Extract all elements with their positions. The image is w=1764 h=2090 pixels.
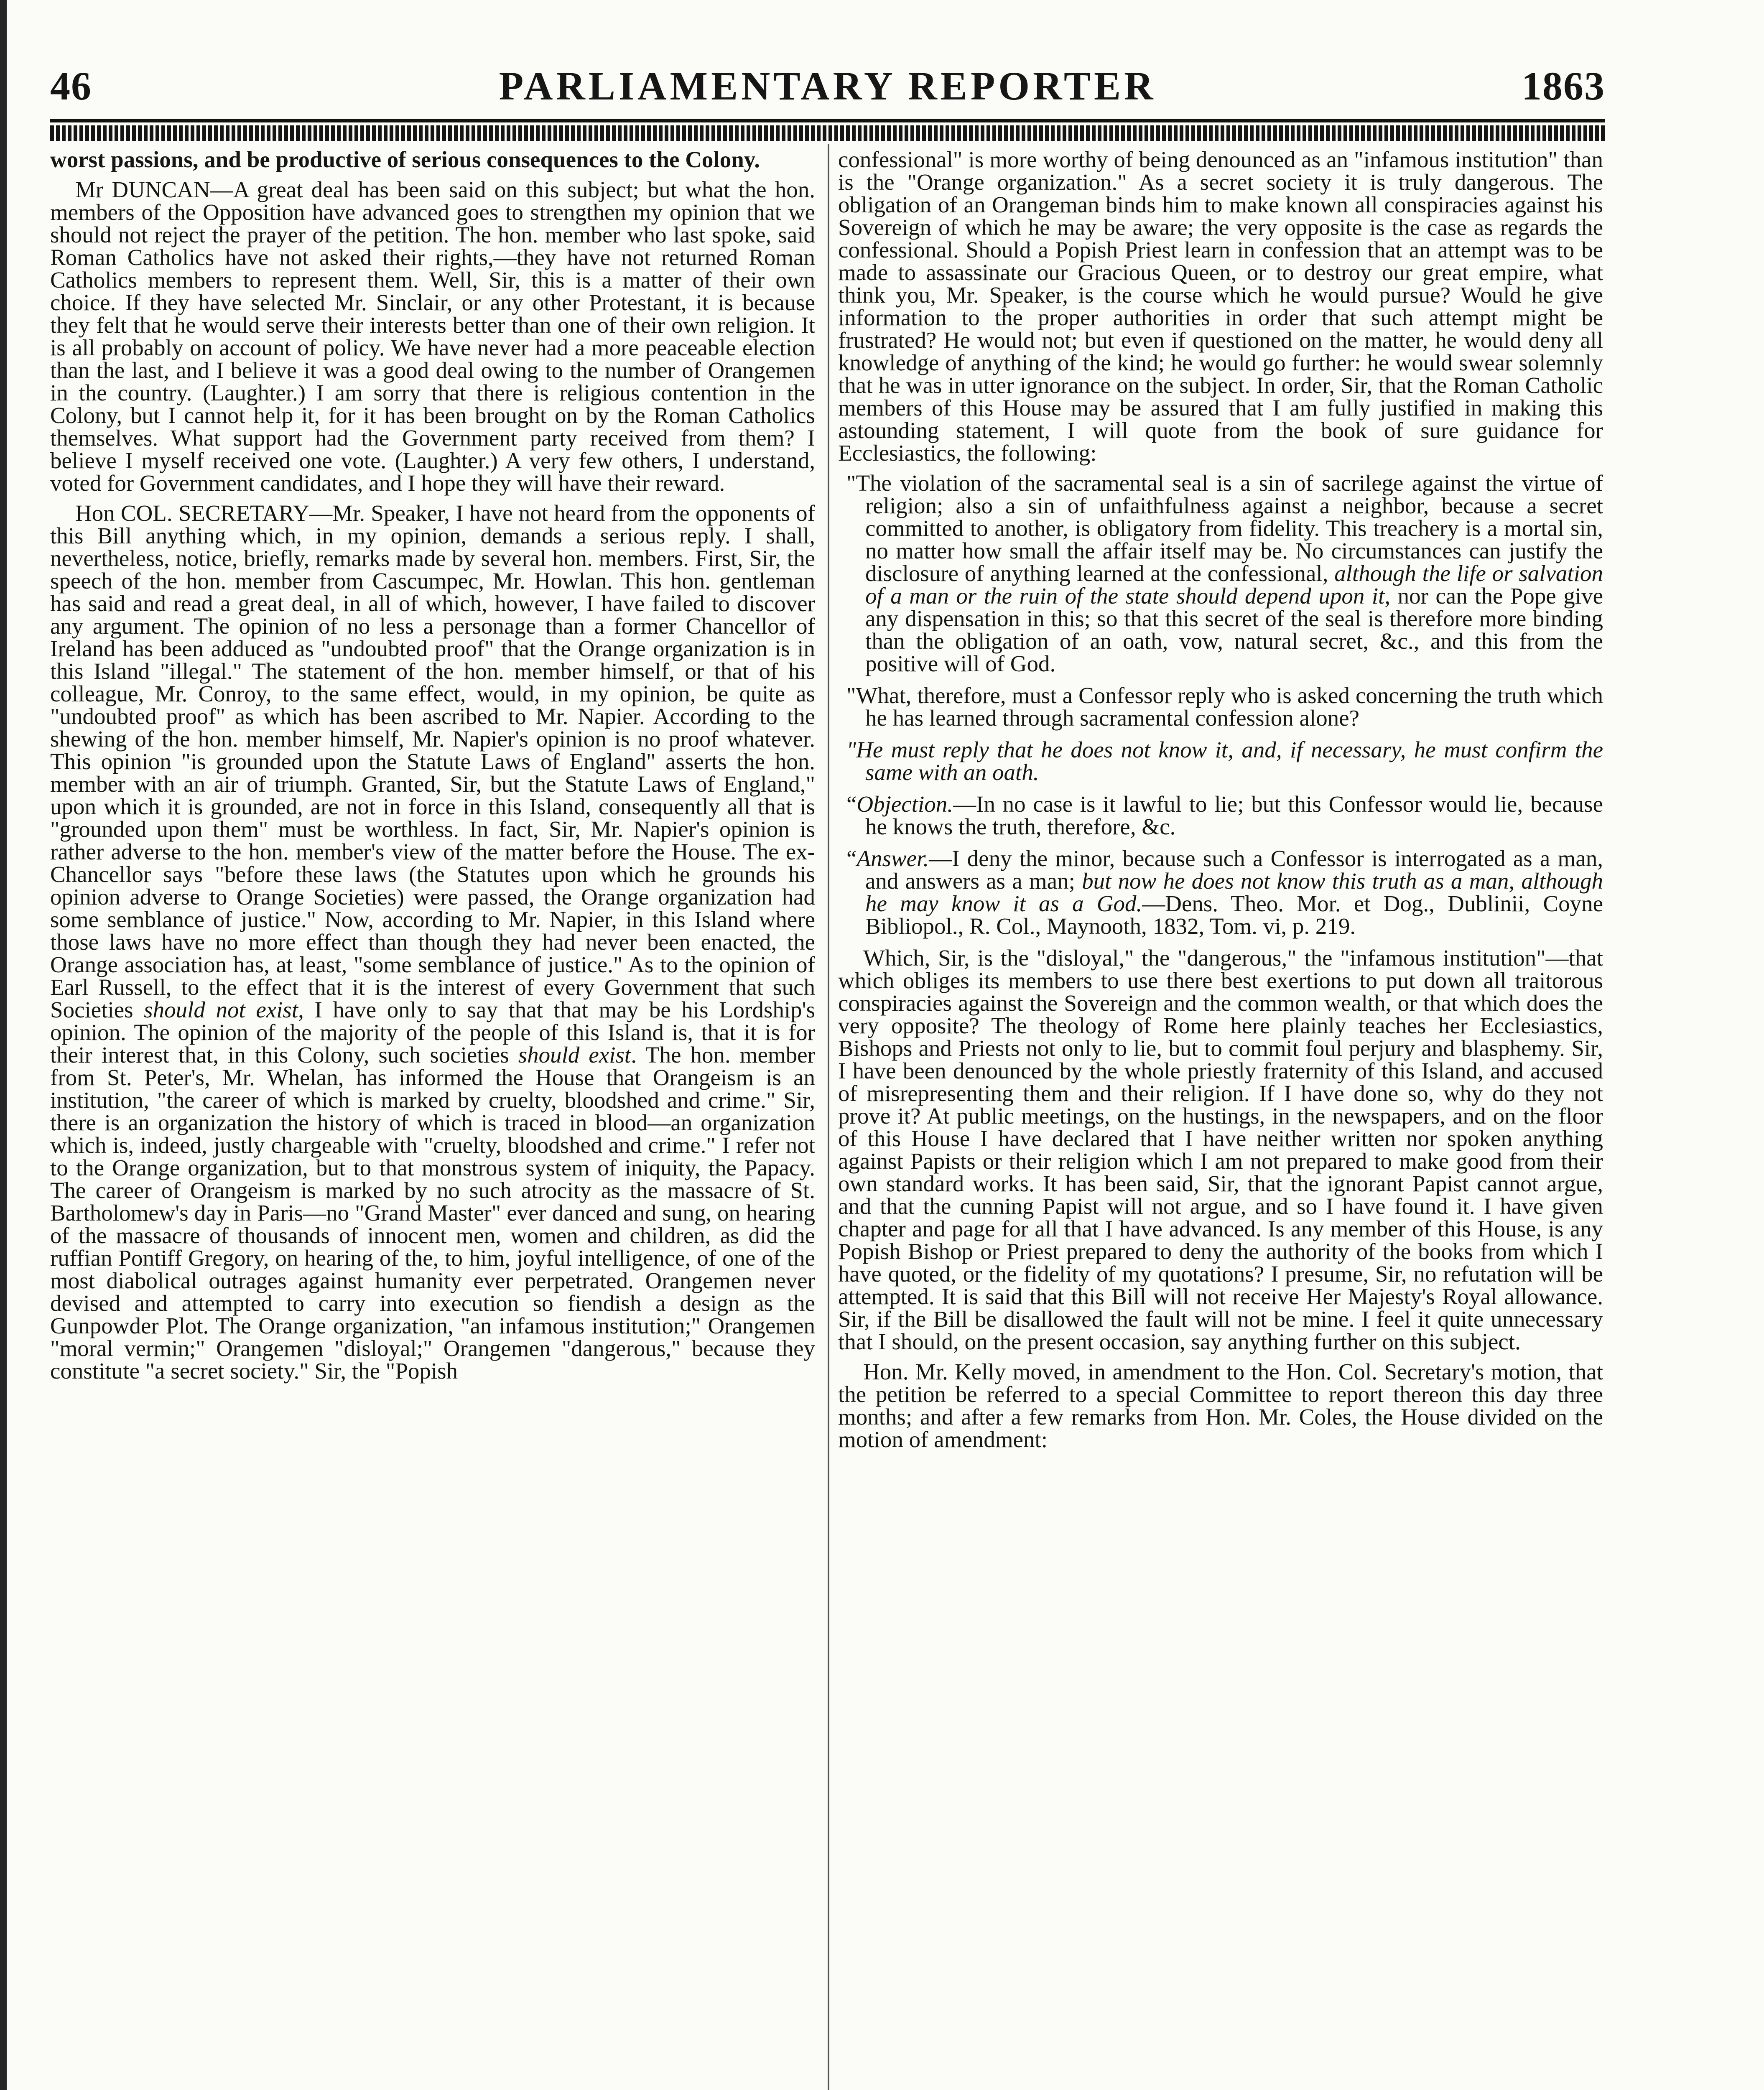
quote-text: —In no case is it lawful to lie; but this Confessor would lie, because he knows the truth, therefore, &c. xyxy=(865,791,1603,839)
page-number: 46 xyxy=(50,64,92,108)
speech-part: Mr. Speaker, I have not heard from the opponents of this Bill anything which, in my opinion, demands a serious reply. I shall, nevertheless, notice, briefly, remarks made by several hon. members. First, Sir, the speech of the hon. member from Cascumpec, Mr. Howlan. This hon. gentleman has said and read a great deal, in all of which, however, I have failed to discover any argument. The opinion of no less a personage than a former Chancellor of Ireland has been adduced as "undoubted proof" that the Orange organization is in this Island "illegal." The statement of the hon. member himself, or that of his colleague, Mr. Conroy, to the same effect, would, in my opinion, be quite as "undoubted proof" as which has been ascribed to Mr. Napier. According to the shewing of the hon. member himself, Mr. Napier's opinion is no proof whatever. This opinion "is grounded upon the Statute Laws of England" asserts the hon. member with an air of triumph. Granted, Sir, but the Statute Laws of England," upon which it is grounded, are not in force in this Island, consequently all that is "grounded upon them" must be worthless. In fact, Sir, Mr. Napier's opinion is rather adverse to the hon. member's view of the matter before the House. The ex-Chancellor says "before these laws (the Statutes upon which he grounds his opinion adverse to Orange Societies) were passed, the Orange organization had some semblance of justice." Now, according to Mr. Napier, in this Island where those laws have no more effect than though they had never been enacted, the Orange association has, at least, "some semblance of justice." As to the opinion of Earl Russell, to the effect that it is the interest of every Government that such Societies xyxy=(50,500,815,1022)
italic-phrase: should not exist xyxy=(144,997,298,1022)
paragraph-which-sir xyxy=(838,947,1603,1353)
quote-text: "He must reply that he does not know it, and, if necessary, he must confirm the same with an oath. xyxy=(846,737,1603,785)
continuation-text: worst passions, and be productive of serious consequences to the Colony. xyxy=(50,148,760,172)
italic-phrase: but now he does not know this truth as a man, although he may know it as a God. xyxy=(865,868,1603,916)
page-header xyxy=(50,63,1605,117)
speech-text: Which, Sir, is the "disloyal," the "dangerous," the "infamous institution"—that which obliges its members to use there best exertions to put down all traitorous conspiracies against the Sovereign and the common wealth, or that which does the very opposite? The theology of Rome here plainly teaches her Ecclesiastics, Bishops and Priests not only to lie, but to commit foul perjury and blasphemy. Sir, I have been denounced by the whole priestly fraternity of this Island, and accused of misrepresenting them and their religion. If I have done so, why do they not prove it? At public meetings, on the hustings, in the newspapers, and on the floor of this House I have declared that I have neither written nor spoken anything against Papists or their religion which I am not prepared to make good from their own standard works. It has been said, Sir, that the ignorant Papist cannot argue, and that the cunning Papist will not argue, and so I have found it. I have given chapter and page for all that I have advanced. Is any member of this House, is any Popish Bishop or Priest prepared to deny the authority of the books from which I have quoted, or the fidelity of my quotations? I presume, Sir, no refutation will be attempted. It is said that this Bill will not receive Her Majesty's Royal allowance. Sir, if the Bill be disallowed the fault will not be mine. I feel it quite unnecessary that I should, on the present occasion, say anything further on this subject. xyxy=(838,945,1603,1354)
paragraph-continuation xyxy=(50,148,815,171)
quote-text: "The violation of the sacramental seal is a sin of sacrilege against the virtue of religion; also a sin of unfaithfulness against a neighbor, because a secret committed to another, is obligatory from fidelity. This treachery is a mortal sin, no matter how small the affair itself may be. No circumstances can justify the disclosure of anything learned at the confessional, xyxy=(846,470,1603,586)
quote-text: —I deny the minor, because such a Confessor is interrogated as a man, and answers as a man; xyxy=(865,846,1603,894)
objection-label: Objection. xyxy=(857,791,953,817)
quotation-answer: “Answer.—I deny the minor, because such a Confessor is interrogated as a man, and answers as a man; but now he does not know this truth as a man, although he may know it as a God.—Dens. Theo. Mor. et Dog., Dublinii, Coyne Bibliopol., R. Col., Maynooth, 1832, Tom. vi, p. 219. xyxy=(846,846,1603,939)
speaker-col-secretary: Hon COL. SECRETARY— xyxy=(75,500,333,526)
speech-part: . The hon. member from St. Peter's, Mr. Whelan, has informed the House that Orangeism is an institution, "the career of which is marked by cruelty, bloodshed and crime." Sir, there is an organization the history of which is traced in blood—an organization which is, indeed, justly chargeable with "cruelty, bloodshed and crime." I refer not to the Orange organization, but to that monstrous system of iniquity, the Papacy. The career of Orangeism is marked by no such atrocity as the massacre of St. Bartholomew's day in Paris—no "Grand Master" ever danced and sung, on hearing of the massacre of thousands of innocent men, women and children, as did the ruffian Pontiff Gregory, on hearing of the, to him, joyful intelligence, of one of the most diabolical outrages against humanity ever perpetrated. Orangemen never devised and attempted to carry into execution so fiendish a design as the Gunpowder Plot. The Orange organization, "an infamous institution;" Orangemen "moral vermin;" Orangemen "disloyal;" Orangemen "dangerous," because they constitute "a secret society." Sir, the "Popish xyxy=(50,1042,815,1384)
paragraph-col-secretary xyxy=(50,502,815,1382)
italic-phrase: although the life or salvation of a man or the ruin of the state should depend upon it xyxy=(865,561,1603,609)
speech-duncan: A great deal has been said on this subject; but what the hon. members of the Opposition have advanced goes to strengthen my opinion that we should not reject the prayer of the petition. The hon. member who last spoke, said Roman Catholics have not asked their rights,—they have not returned Roman Catholics members to represent them. Well, Sir, this is a matter of their own choice. If they have selected Mr. Sinclair, or any other Protestant, it is because they felt that he would serve their interests better than one of their own religion. It is all probably on account of policy. We have never had a more peaceable election than the last, and I believe it was a good deal owing to the number of Orangemen in the country. (Laughter.) I am sorry that there is religious contention in the Colony, but I cannot help it, for it has been brought on by the Roman Catholics themselves. What support had the Government party received from them? I believe I myself received one vote. (Laughter.) A very few others, I understand, voted for Government candidates, and I hope they will have their reward. xyxy=(50,177,815,496)
column-divider xyxy=(828,144,829,2090)
speech-part: , I have only to say that that may be his Lordship's opinion. The opinion of the majority of the people of this Island is, that it is for their interest that, in this Colony, such societies xyxy=(50,997,815,1068)
header-rule xyxy=(50,119,1605,122)
paragraph-duncan xyxy=(50,178,815,494)
quotation-reply xyxy=(838,739,1603,784)
quote-text: , nor can the Pope give any dispensation in this; so that this secret of the seal is therefore more binding than the obligation of an oath, vow, natural secret, &c., and this from the positive will of God. xyxy=(865,583,1603,676)
answer-label: Answer. xyxy=(857,846,929,871)
header-year: 1863 xyxy=(1522,64,1605,108)
quotation-question xyxy=(838,684,1603,729)
speaker-duncan: Mr DUNCAN— xyxy=(75,177,233,202)
right-column xyxy=(838,148,1603,2090)
quotation-objection: “Objection.—In no case is it lawful to lie; but this Confessor would lie, because he knows the truth, therefore, &c. xyxy=(846,791,1603,839)
speech-continuation: confessional" is more worthy of being denounced as an "infamous institution" than is the "Orange organization." As a secret society it is truly dangerous. The obligation of an Orangeman binds him to make known all conspiracies against his Sovereign of which he may be aware; the very opposite is the case as regards the confessional. Should a Popish Priest learn in confession that an attempt was to be made to assassinate our Gracious Queen, or to destroy our great empire, what think you, Mr. Speaker, is the course which he would pursue? Would he give information to the proper authorities in order that such attempt might be frustrated? He would not; but even if questioned on the matter, he would deny all knowledge of anything of the kind; he would go further: he would swear solemnly that he was in utter ignorance on the subject. In order, Sir, that the Roman Catholic members of this House may be assured that I am fully justified in making this astounding statement, I will quote from the book of sure guidance for Ecclesiastics, the following: xyxy=(838,148,1603,466)
paragraph-amendment xyxy=(838,1361,1603,1451)
citation-text: —Dens. Theo. Mor. et Dog., Dublinii, Coyne Bibliopol., R. Col., Maynooth, 1832, Tom. vi, p. 219. xyxy=(865,891,1603,939)
running-title: PARLIAMENTARY REPORTER xyxy=(499,64,1157,108)
left-column xyxy=(50,148,815,2090)
header-ornamental-rule xyxy=(50,125,1605,141)
italic-phrase: should exist xyxy=(518,1042,631,1068)
paragraph-confessional xyxy=(838,148,1603,464)
quote-text: "What, therefore, must a Confessor reply who is asked concerning the truth which he has learned through sacramental confession alone? xyxy=(846,683,1603,731)
quotation-seal xyxy=(838,472,1603,675)
page-binding-edge xyxy=(0,0,7,2090)
amendment-text: Hon. Mr. Kelly moved, in amendment to the Hon. Col. Secretary's motion, that the petition be referred to a special Committee to report thereon this day three months; and after a few remarks from Hon. Mr. Coles, the House divided on the motion of amendment: xyxy=(838,1359,1603,1452)
